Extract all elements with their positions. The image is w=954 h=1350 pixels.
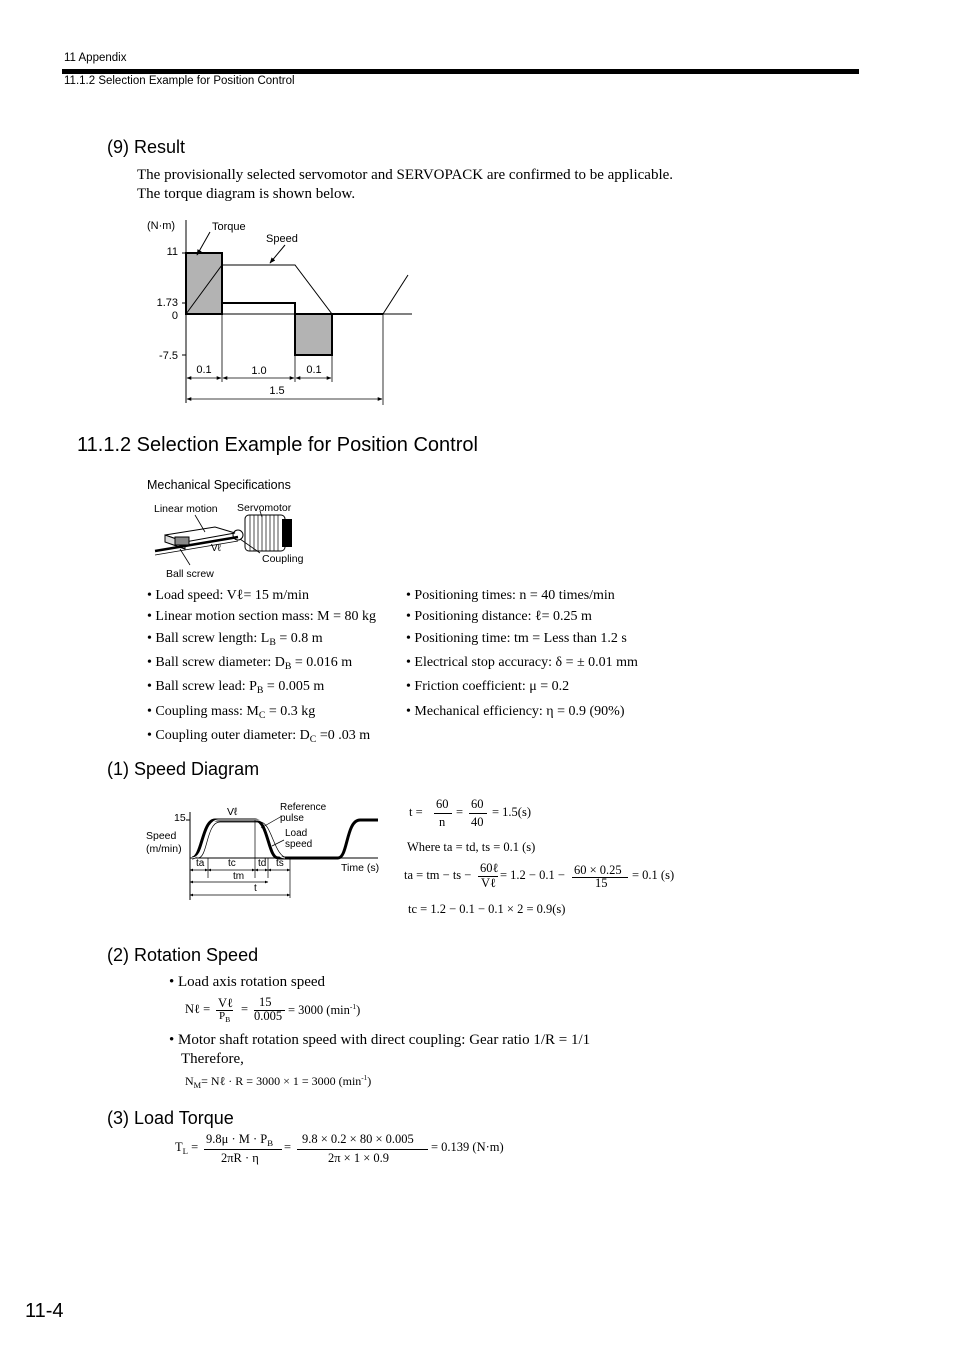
running-header-section: 11.1.2 Selection Example for Position Control xyxy=(64,75,295,87)
spec-positioning-times: • Positioning times: n = 40 times/min xyxy=(406,588,615,603)
nm-eq: $N_M=$ Nℓ · R = 3000 × 1 = 3000 $(\min^{-1})$ xyxy=(185,1074,372,1090)
segment-const: 1.0 xyxy=(251,365,267,377)
nl-eq-f2-num: 15 xyxy=(259,995,272,1009)
speed-diagram-heading: (1) Speed Diagram xyxy=(107,759,260,779)
torque-diagram xyxy=(140,215,420,410)
spec-ball-screw-diameter: • Ball screw diameter: $D_B = 0.016$ m xyxy=(147,655,353,672)
nl-eq-result: = 3000 $(\min^{-1})$ xyxy=(288,1002,361,1017)
ta-eq-f1-num: 60ℓ xyxy=(480,861,499,875)
ts-label: ts xyxy=(276,858,284,869)
spec-positioning-time: • Positioning time: tm = Less than 1.2 s xyxy=(406,631,627,646)
tl-eq-f1-num: $9.8\mu \cdot M \cdot P_B$ xyxy=(206,1132,274,1148)
rotation-heading: (2) Rotation Speed xyxy=(107,945,259,965)
t-eq-f2-den: 40 xyxy=(471,815,484,829)
t-label: t xyxy=(254,883,257,894)
segment-total: 1.5 xyxy=(269,385,285,397)
t-eq-f1-bar xyxy=(434,813,452,814)
speed-15-label: 15 xyxy=(174,812,186,824)
t-eq-result: = 1.5(s) xyxy=(492,805,531,819)
spec-load-speed: • Load speed: Vℓ= 15 m/min xyxy=(147,588,309,603)
ta-label: ta xyxy=(196,858,205,869)
load-speed-curve xyxy=(198,822,288,858)
load-speed-label-1: Load xyxy=(285,828,308,839)
spec-mass: • Linear motion section mass: M = 80 kg xyxy=(147,609,376,624)
rotation-bullet-1: • Load axis rotation speed xyxy=(169,974,326,990)
ball-screw-label: Ball screw xyxy=(166,568,214,580)
section-title: 11.1.2 Selection Example for Position Control xyxy=(77,434,478,456)
t-eq-equals: = xyxy=(456,805,464,819)
y-tick-0: 0 xyxy=(171,310,178,322)
reference-pulse-label-2: pulse xyxy=(280,813,304,824)
tl-eq-f1-den: 2πR · η xyxy=(221,1151,259,1165)
where-line: Where ta = td, ts = 0.1 (s) xyxy=(407,840,536,854)
accel-torque-bar xyxy=(186,253,222,314)
page-number: 11-4 xyxy=(25,1300,64,1322)
linear-motion-label: Linear motion xyxy=(154,503,218,515)
y-tick-11: 11 xyxy=(166,246,178,258)
speed-axis-label: Speed xyxy=(146,830,177,842)
spec-friction: • Friction coefficient: μ = 0.2 xyxy=(406,679,570,694)
speed-axis-unit: (m/min) xyxy=(146,843,182,855)
coupling-label: Coupling xyxy=(262,553,304,565)
nl-eq-f2-den: 0.005 xyxy=(254,1009,283,1023)
torque-unit: (N·m) xyxy=(147,220,176,232)
rotation-therefore: Therefore, xyxy=(181,1051,244,1067)
spec-efficiency: • Mechanical efficiency: η = 0.9 (90%) xyxy=(406,704,625,719)
tl-eq-result: = 0.139 (N·m) xyxy=(431,1140,504,1154)
tl-eq-f1-bar xyxy=(204,1149,282,1150)
t-eq-f1-num: 60 xyxy=(436,797,449,811)
tl-eq-f2-bar xyxy=(297,1149,428,1150)
decel-torque-bar xyxy=(295,314,332,355)
t-eq-f2-bar xyxy=(469,813,487,814)
ta-eq-f1-den: Vℓ xyxy=(481,876,497,890)
ta-eq-f2-den: 15 xyxy=(595,876,608,890)
time-axis-label: Time (s) xyxy=(341,862,380,874)
servomotor-label: Servomotor xyxy=(237,502,292,514)
tl-eq-f2-den: 2π × 1 × 0.9 xyxy=(328,1151,390,1165)
ta-eq-mid: = 1.2 − 0.1 − xyxy=(500,868,565,882)
segment-accel: 0.1 xyxy=(196,364,212,376)
tl-eq-f2-num: 9.8 × 0.2 × 80 × 0.005 xyxy=(302,1132,414,1146)
spec-coupling-mass: • Coupling mass: $M_C = 0.3$ kg xyxy=(147,704,316,721)
tl-eq-lhs: $T_L$ = xyxy=(175,1140,199,1156)
result-line-1: The provisionally selected servomotor and SERVOPACK are confirmed to be applicable. xyxy=(137,167,674,183)
running-header-chapter: 11 Appendix xyxy=(64,52,127,64)
tl-eq-equals: = xyxy=(284,1140,292,1154)
torque-line xyxy=(222,253,295,314)
torque-label: Torque xyxy=(212,221,246,233)
header-rule xyxy=(62,69,859,74)
result-line-2: The torque diagram is shown below. xyxy=(137,186,356,202)
load-speed-label-2: speed xyxy=(285,839,313,850)
speed-label: Speed xyxy=(266,233,298,245)
y-tick-neg-7-5: -7.5 xyxy=(159,350,178,362)
spec-positioning-distance: • Positioning distance: ℓ= 0.25 m xyxy=(406,609,592,624)
spec-ball-screw-lead: • Ball screw lead: $P_B = 0.005$ m xyxy=(147,679,325,696)
tc-label: tc xyxy=(228,858,236,869)
vl-diagram-label: Vℓ xyxy=(227,806,238,818)
nl-eq-lhs: Nℓ = xyxy=(185,1002,211,1016)
spec-ball-screw-length: • Ball screw length: $L_B = 0.8$ m xyxy=(147,631,323,648)
reference-pulse-label-1: Reference xyxy=(280,802,327,813)
td-label: td xyxy=(258,858,267,869)
ta-eq-f2-num: 60 × 0.25 xyxy=(574,863,622,877)
t-eq-f1-den: n xyxy=(439,815,446,829)
mech-specs-title: Mechanical Specifications xyxy=(147,478,291,492)
vl-label: Vℓ xyxy=(211,543,221,554)
tc-eq: tc = 1.2 − 0.1 − 0.1 × 2 = 0.9(s) xyxy=(408,902,566,916)
t-eq-lhs: t = xyxy=(409,805,423,819)
segment-decel: 0.1 xyxy=(306,364,322,376)
nl-eq-f1-num: Vℓ xyxy=(218,996,234,1010)
t-eq-f2-num: 60 xyxy=(471,797,484,811)
ta-eq-lhs: ta = tm − ts − xyxy=(404,868,472,882)
spec-stop-accuracy: • Electrical stop accuracy: δ = ± 0.01 mm xyxy=(406,655,638,670)
nl-eq-equals: = xyxy=(241,1002,249,1016)
ta-eq-result: = 0.1 (s) xyxy=(632,868,675,882)
y-tick-1-73: 1.73 xyxy=(156,297,178,309)
result-heading: (9) Result xyxy=(107,137,186,157)
rotation-bullet-2: • Motor shaft rotation speed with direct coupling: Gear ratio 1/R = 1/1 xyxy=(169,1032,591,1048)
load-torque-heading: (3) Load Torque xyxy=(107,1108,234,1128)
nl-eq-f1-den: $P_B$ xyxy=(219,1010,231,1024)
spec-coupling-diameter: • Coupling outer diameter: $D_C =0$ .03 m xyxy=(147,728,371,745)
tm-label: tm xyxy=(233,871,245,882)
